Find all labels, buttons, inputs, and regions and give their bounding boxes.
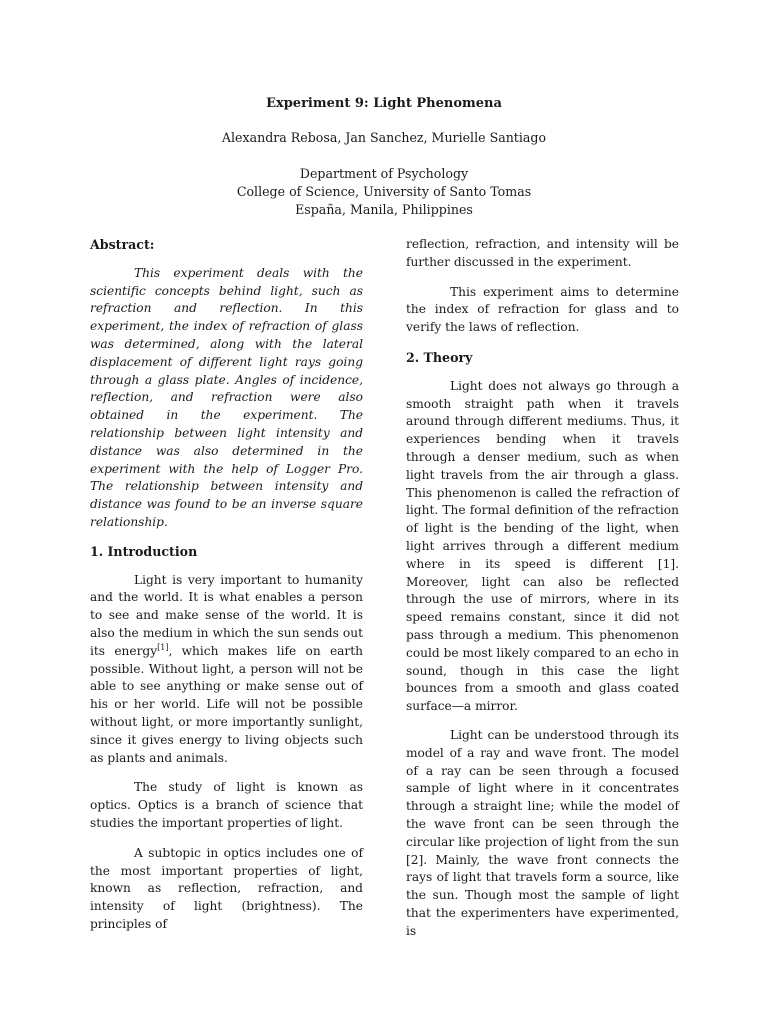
aim-paragraph: This experiment aims to determine the index of refraction for glass and to verify the laws of reflection.	[406, 284, 679, 335]
introduction-paragraph-2: The study of light is known as optics. Optics is a branch of science that studies the important properties of light.	[90, 780, 363, 830]
theory-heading: 2. Theory	[406, 349, 473, 365]
right-column	[406, 236, 679, 940]
affiliation-block	[0, 165, 768, 219]
introduction-paragraph-1: Light is very important to humanity and the world. It is what enables a person to see and make sense of the world. It is also the medium in which the sun sends out its energy[1], which makes life on earth possible. Without light, a person will not be able to see anything or make sense out of his or her world. Life will not be possible without light, or more importantly sunlight, since it gives energy to living objects such as plants and animals.	[90, 572, 364, 765]
abstract-heading: Abstract:	[90, 237, 155, 252]
paper-title: Experiment 9: Light Phenomena	[266, 96, 502, 111]
abstract-text: This experiment deals with the scientific concepts behind light, such as refraction and reflection. In this experiment, the index of refraction of glass was determined, along with the lateral displacement of different light rays going through a glass plate. Angles of incidence, reflection, and refraction were also obtained in the experiment. The relationship between light intensity and distance was also determined in the experiment with the help of Logger Pro. The relationship between intensity and distance was found to be an inverse square relationship.	[90, 265, 363, 529]
left-column	[90, 236, 363, 934]
continued-paragraph: reflection, refraction, and intensity will be further discussed in the experiment.	[406, 237, 679, 269]
affiliation-line: Department of Psychology	[299, 166, 469, 181]
affiliation-line: College of Science, University of Santo Tomas	[236, 184, 532, 199]
citation-ref: [1]	[157, 642, 169, 652]
affiliation-line: España, Manila, Philippines	[295, 202, 473, 217]
theory-paragraph-2: Light can be understood through its model of a ray and wave front. The model of a ray can be seen through a focused sample of light where in it concentrates through a straight line; while the model of the wave front can be seen through the circular like projection of light from the sun [2]. Mainly, the wave front connects the rays of light that travels form a source, like the sun. Though most the sample of light that the experimenters have experimented, is	[406, 727, 679, 938]
paper-authors: Alexandra Rebosa, Jan Sanchez, Murielle Santiago	[221, 130, 547, 145]
theory-paragraph-1: Light does not always go through a smooth straight path when it travels around through different mediums. Thus, it experiences bending when it travels through a denser medium, such as when light travels from the air through a glass. This phenomenon is called the refraction of light. The formal definition of the refraction of light is the bending of the light, when light arrives through a different medium where in its speed is different [1]. Moreover, light can also be reflected through the use of mirrors, where in its speed remains constant, since it did not pass through a medium. This phenomenon could be most likely compared to an echo in sound, though in this case the light bounces from a smooth and glass coated surface—a mirror.	[406, 378, 679, 714]
introduction-paragraph-3: A subtopic in optics includes one of the most important properties of light, known as reflection, refraction, and intensity of light (brightness). The principles of	[90, 845, 363, 931]
introduction-heading: 1. Introduction	[90, 543, 198, 559]
